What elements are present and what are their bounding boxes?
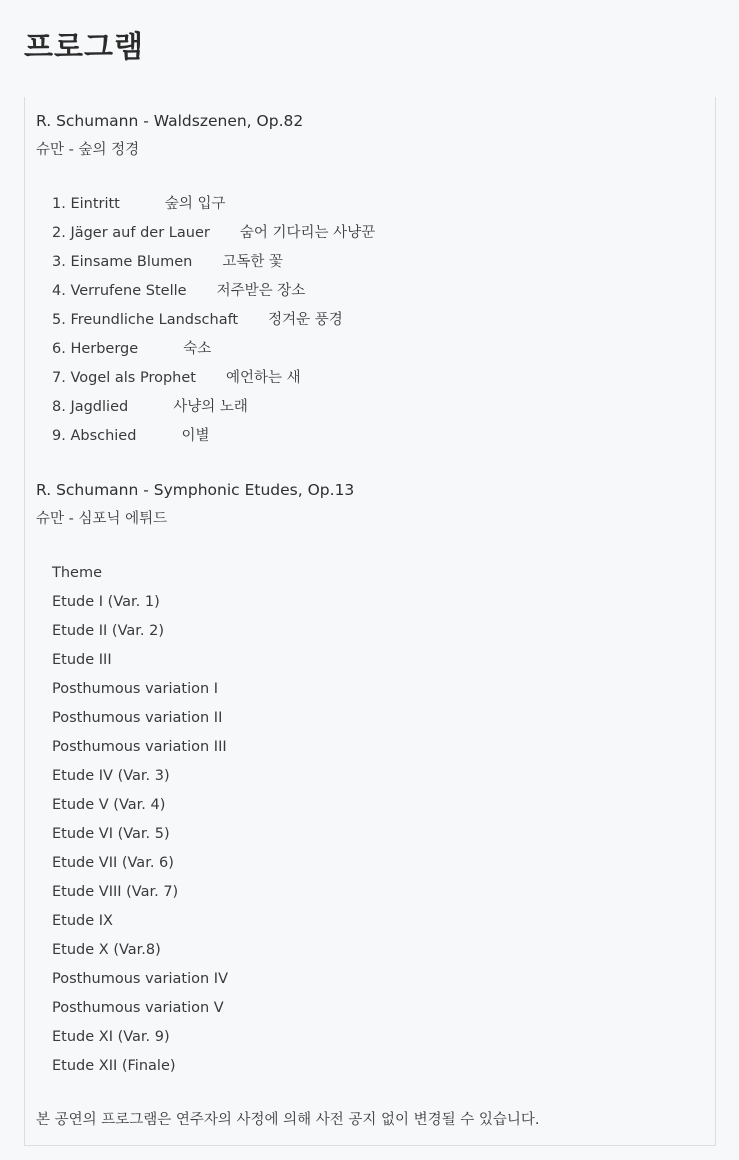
movement-title: Etude VIII (Var. 7) bbox=[52, 884, 179, 900]
movement-title-ko: 이별 bbox=[181, 428, 210, 444]
movement-title: Etude I (Var. 1) bbox=[52, 594, 160, 610]
movement-title: 3. Einsame Blumen bbox=[52, 254, 193, 270]
movement-title-ko: 정겨운 풍경 bbox=[268, 312, 343, 328]
movement-row bbox=[36, 190, 715, 219]
movement-title: 9. Abschied bbox=[52, 428, 137, 444]
piece-title: R. Schumann - Symphonic Etudes, Op.13 bbox=[36, 481, 355, 499]
movement-title: Posthumous variation IV bbox=[52, 971, 228, 987]
movement-title: Posthumous variation I bbox=[52, 681, 219, 697]
movement-title: Etude IV (Var. 3) bbox=[52, 768, 170, 784]
movement-title: Etude VI (Var. 5) bbox=[52, 826, 170, 842]
movement-title: Etude XI (Var. 9) bbox=[52, 1029, 170, 1045]
movement-row bbox=[36, 335, 715, 364]
movement-title: Posthumous variation II bbox=[52, 710, 223, 726]
movement-title: 7. Vogel als Prophet bbox=[52, 370, 196, 386]
movement-title: Etude V (Var. 4) bbox=[52, 797, 166, 813]
movement-title: 5. Freundliche Landschaft bbox=[52, 312, 239, 328]
movement-title-ko: 고독한 꽃 bbox=[222, 254, 283, 270]
page-title: 프로그램 bbox=[24, 30, 144, 65]
movement-title-ko: 숲의 입구 bbox=[164, 196, 226, 212]
movement-title-ko: 저주받은 장소 bbox=[216, 283, 306, 299]
movement-title: Etude II (Var. 2) bbox=[52, 623, 164, 639]
movement-title: 6. Herberge bbox=[52, 341, 139, 357]
movement-title: Etude III bbox=[52, 652, 112, 668]
movement-title: Etude XII (Finale) bbox=[52, 1058, 176, 1074]
program-box bbox=[24, 97, 716, 1146]
movement-title: 8. Jagdlied bbox=[52, 399, 129, 415]
piece-title-ko: 슈만 - 숲의 정경 bbox=[36, 142, 140, 158]
movement-title: Posthumous variation III bbox=[52, 739, 227, 755]
movement-title: Etude VII (Var. 6) bbox=[52, 855, 174, 871]
movement-title: 4. Verrufene Stelle bbox=[52, 283, 187, 299]
movement-title-ko: 예언하는 새 bbox=[225, 370, 301, 386]
movement-title: Etude IX bbox=[52, 913, 113, 929]
movement-row bbox=[36, 422, 715, 451]
movement-row bbox=[36, 248, 715, 277]
movement-title: Theme bbox=[52, 565, 103, 581]
movement-title: 1. Eintritt bbox=[52, 196, 120, 212]
piece-title-ko: 슈만 - 심포닉 에튀드 bbox=[36, 511, 168, 527]
movement-row bbox=[36, 219, 715, 248]
movement-title: Posthumous variation V bbox=[52, 1000, 224, 1016]
piece-title: R. Schumann - Waldszenen, Op.82 bbox=[36, 112, 304, 130]
movement-title: 2. Jäger auf der Lauer bbox=[52, 225, 210, 241]
program-change-notice: 본 공연의 프로그램은 연주자의 사정에 의해 사전 공지 없이 변경될 수 있습니다. bbox=[36, 1112, 540, 1128]
movement-title: Etude X (Var.8) bbox=[52, 942, 161, 958]
movement-row bbox=[36, 393, 715, 422]
movement-row bbox=[36, 364, 715, 393]
movement-title-ko: 숙소 bbox=[183, 341, 212, 357]
movement-title-ko: 숨어 기다리는 사냥꾼 bbox=[239, 225, 376, 241]
movement-row bbox=[36, 277, 715, 306]
movement-title-ko: 사냥의 노래 bbox=[173, 399, 248, 415]
movement-row bbox=[36, 306, 715, 335]
